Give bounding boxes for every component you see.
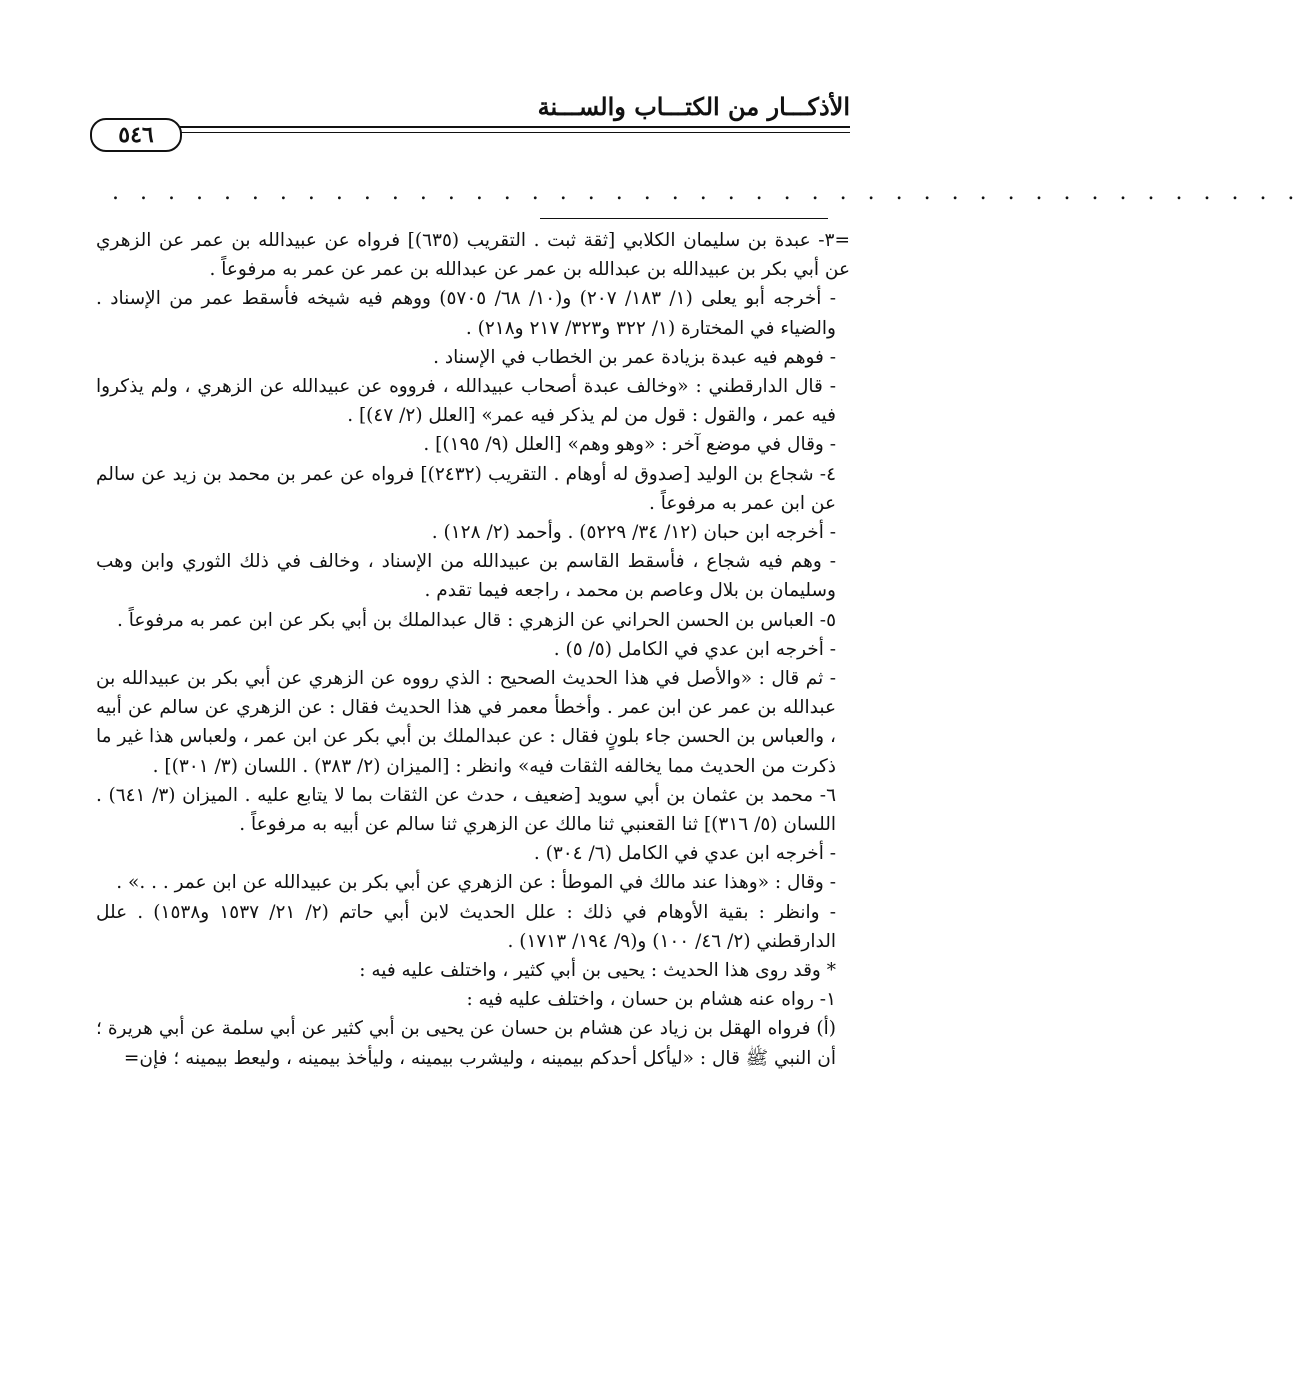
running-title: الأذكـــار من الكتـــاب والســـنة xyxy=(537,92,850,121)
page-number: ٥٤٦ xyxy=(90,118,182,152)
paragraph: ١- رواه عنه هشام بن حسان ، واختلف عليه فيه : xyxy=(466,989,836,1011)
paragraph: =٣- عبدة بن سليمان الكلابي [ثقة ثبت . التقريب (٦٣٥)] فرواه عن عبيدالله بن عمر عن الزهري عن أبي بكر بن عبيدالله بن عبدالله بن عمر عن عبدالله بن عمر عن عمر به مرفوعاً . xyxy=(96,230,850,281)
paragraph: - فوهم فيه عبدة بزيادة عمر بن الخطاب في الإسناد . xyxy=(433,346,836,368)
footnote-text xyxy=(96,226,850,1073)
paragraph: - وقال في موضع آخر : «وهو وهم» [العلل (٩/ ١٩٥)] . xyxy=(423,434,836,456)
header-rule xyxy=(178,126,850,128)
paragraph: - قال الدارقطني : «وخالف عبدة أصحاب عبيدالله ، فرووه عن عبيدالله عن الزهري ، ولم يذكروا فيه عمر ، والقول : قول من لم يذكر فيه عمر» [العلل (٢/ ٤٧)] . xyxy=(96,376,836,427)
paragraph: - ثم قال : «والأصل في هذا الحديث الصحيح : الذي رووه عن الزهري عن أبي بكر بن عبيدالله بن عبدالله بن عمر عن ابن عمر . وأخطأ معمر في هذا الحديث فقال : عن الزهري عن سالم عن أبيه ، والعباس بن الحسن جاء بلونٍ فقال : عن عبدالملك بن أبي بكر عن ابن عمر ، ولعباس هذا غير ما ذكرت من الحديث مما يخالفه الثقات فيه» وانظر : [الميزان (٢/ ٣٨٣) . اللسان (٣/ ٣٠١)] . xyxy=(96,668,836,777)
paragraph: ٥- العباس بن الحسن الحراني عن الزهري : قال عبدالملك بن أبي بكر عن ابن عمر به مرفوعاً . xyxy=(116,609,836,631)
paragraph: (أ) فرواه الهقل بن زياد عن هشام بن حسان عن يحيى بن أبي كثير عن أبي سلمة عن أبي هريرة ؛ أن النبي ﷺ قال : «ليأكل أحدكم بيمينه ، وليشرب بيمينه ، وليأخذ بيمينه ، وليعط بيمينه ؛ فإن= xyxy=(96,1018,836,1069)
page-header xyxy=(90,82,850,150)
paragraph: - وانظر : بقية الأوهام في ذلك : علل الحديث لابن أبي حاتم (٢/ ٢١/ ١٥٣٧ و١٥٣٨) . علل الدارقطني (٢/ ٤٦/ ١٠٠) و(٩/ ١٩٤/ ١٧١٣) . xyxy=(96,901,836,952)
footnote-rule xyxy=(540,218,828,219)
paragraph: ٦- محمد بن عثمان بن أبي سويد [ضعيف ، حدث عن الثقات بما لا يتابع عليه . الميزان (٣/ ٦٤١) . اللسان (٥/ ٣١٦)] ثنا القعنبي ثنا مالك عن الزهري ثنا سالم عن أبيه به مرفوعاً . xyxy=(96,784,836,836)
header-rule-thin xyxy=(178,132,850,133)
paragraph: - أخرجه ابن حبان (١٢/ ٣٤/ ٥٢٢٩) . وأحمد (٢/ ١٢٨) . xyxy=(431,522,836,544)
paragraph: - وقال : «وهذا عند مالك في الموطأ : عن الزهري عن أبي بكر بن عبيدالله عن ابن عمر . . .» . xyxy=(116,872,836,894)
paragraph: - أخرجه ابن عدي في الكامل (٦/ ٣٠٤) . xyxy=(533,843,836,865)
paragraph: - أخرجه أبو يعلى (١/ ١٨٣/ ٢٠٧) و(١٠/ ٦٨/ ٥٧٠٥) ووهم فيه شيخه فأسقط عمر من الإسناد . والضياء في المختارة (١/ ٣٢٢ و٣٢٣/ ٢١٧ و٢١٨) . xyxy=(96,288,837,339)
paragraph: * وقد روى هذا الحديث : يحيى بن أبي كثير ، واختلف عليه فيه : xyxy=(359,960,836,982)
paragraph: - أخرجه ابن عدي في الكامل (٥/ ٥) . xyxy=(553,638,836,660)
paragraph: ٤- شجاع بن الوليد [صدوق له أوهام . التقريب (٢٤٣٢)] فرواه عن عمر بن محمد بن زيد عن سالم عن ابن عمر به مرفوعاً . xyxy=(96,463,836,514)
separator-dots: . . . . . . . . . . . . . . . . . . . . . . . . . . . . . . . . . . . . . . . . . . . xyxy=(112,180,1301,205)
paragraph: - وهم فيه شجاع ، فأسقط القاسم بن عبيدالله من الإسناد ، وخالف في ذلك الثوري وابن وهب وسليمان بن بلال وعاصم بن محمد ، راجعه فيما تقدم . xyxy=(96,551,837,602)
